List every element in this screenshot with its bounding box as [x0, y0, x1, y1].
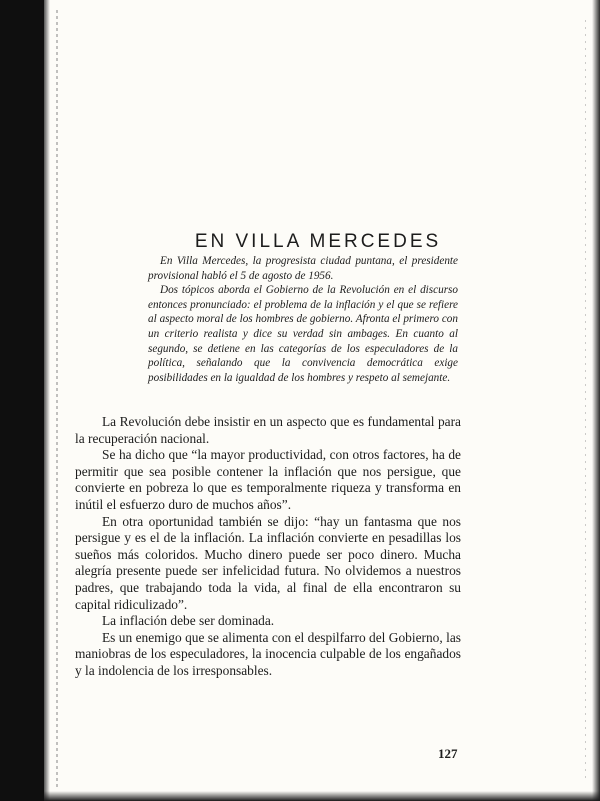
page-right-shadow: [585, 20, 586, 780]
body-paragraph: Se ha dicho que “la mayor productividad, con otros factores, ha de permitir que sea posible contener la inflación que nos persigue, que convierte en pobreza lo que es temporalmente riqueza y transforma en inútil el esfuerzo duro de muchos años”.: [75, 447, 461, 512]
scan-dark-edge: [0, 0, 44, 801]
page-number: 127: [438, 746, 458, 761]
page-right-edge: [592, 0, 600, 801]
page-bottom-edge: [44, 791, 600, 801]
body-paragraph: La inflación debe ser dominada.: [102, 613, 275, 629]
body-paragraph: Es un enemigo que se alimenta con el despilfarro del Gobierno, las maniobras de los especuladores, la inocencia culpable de los engañados y la indolencia de los irresponsables.: [75, 629, 461, 678]
chapter-title: EN VILLA MERCEDES: [194, 230, 442, 252]
body-paragraph: La Revolución debe insistir en un aspecto que es fundamental para la recuperación nacional.: [75, 414, 461, 446]
intro-paragraph: Dos tópicos aborda el Gobierno de la Revolución en el discurso entonces pronunciado: el problema de la inflación y el que se refiere al aspecto moral de los hombres de gobierno. Afronta el primero con un criterio realista y dice su verdad sin ambages. En cuanto al segundo, se detiene en las categorías de los especuladores de la política, señalando que la convivencia democrática exige posibilidades en la igualdad de los hombres y respeto al semejante.: [148, 284, 458, 384]
intro-summary: [148, 254, 458, 385]
intro-paragraph: En Villa Mercedes, la progresista ciudad puntana, el presidente provisional habló el 5 de agosto de 1956.: [148, 255, 458, 282]
binding-shadow: [56, 10, 58, 790]
speech-body: [75, 414, 461, 680]
body-paragraph: En otra oportunidad también se dijo: “hay un fantasma que nos persigue y es el de la inflación. La inflación convierte en pesadillas los sueños más coloridos. Mucho dinero puede ser poco dinero. Mucha alegría presente puede ser infelicidad futura. No olvidemos a nuestros padres, que trabajando toda la vida, al final de ella encontraron su capital ridiculizado”.: [75, 513, 461, 612]
